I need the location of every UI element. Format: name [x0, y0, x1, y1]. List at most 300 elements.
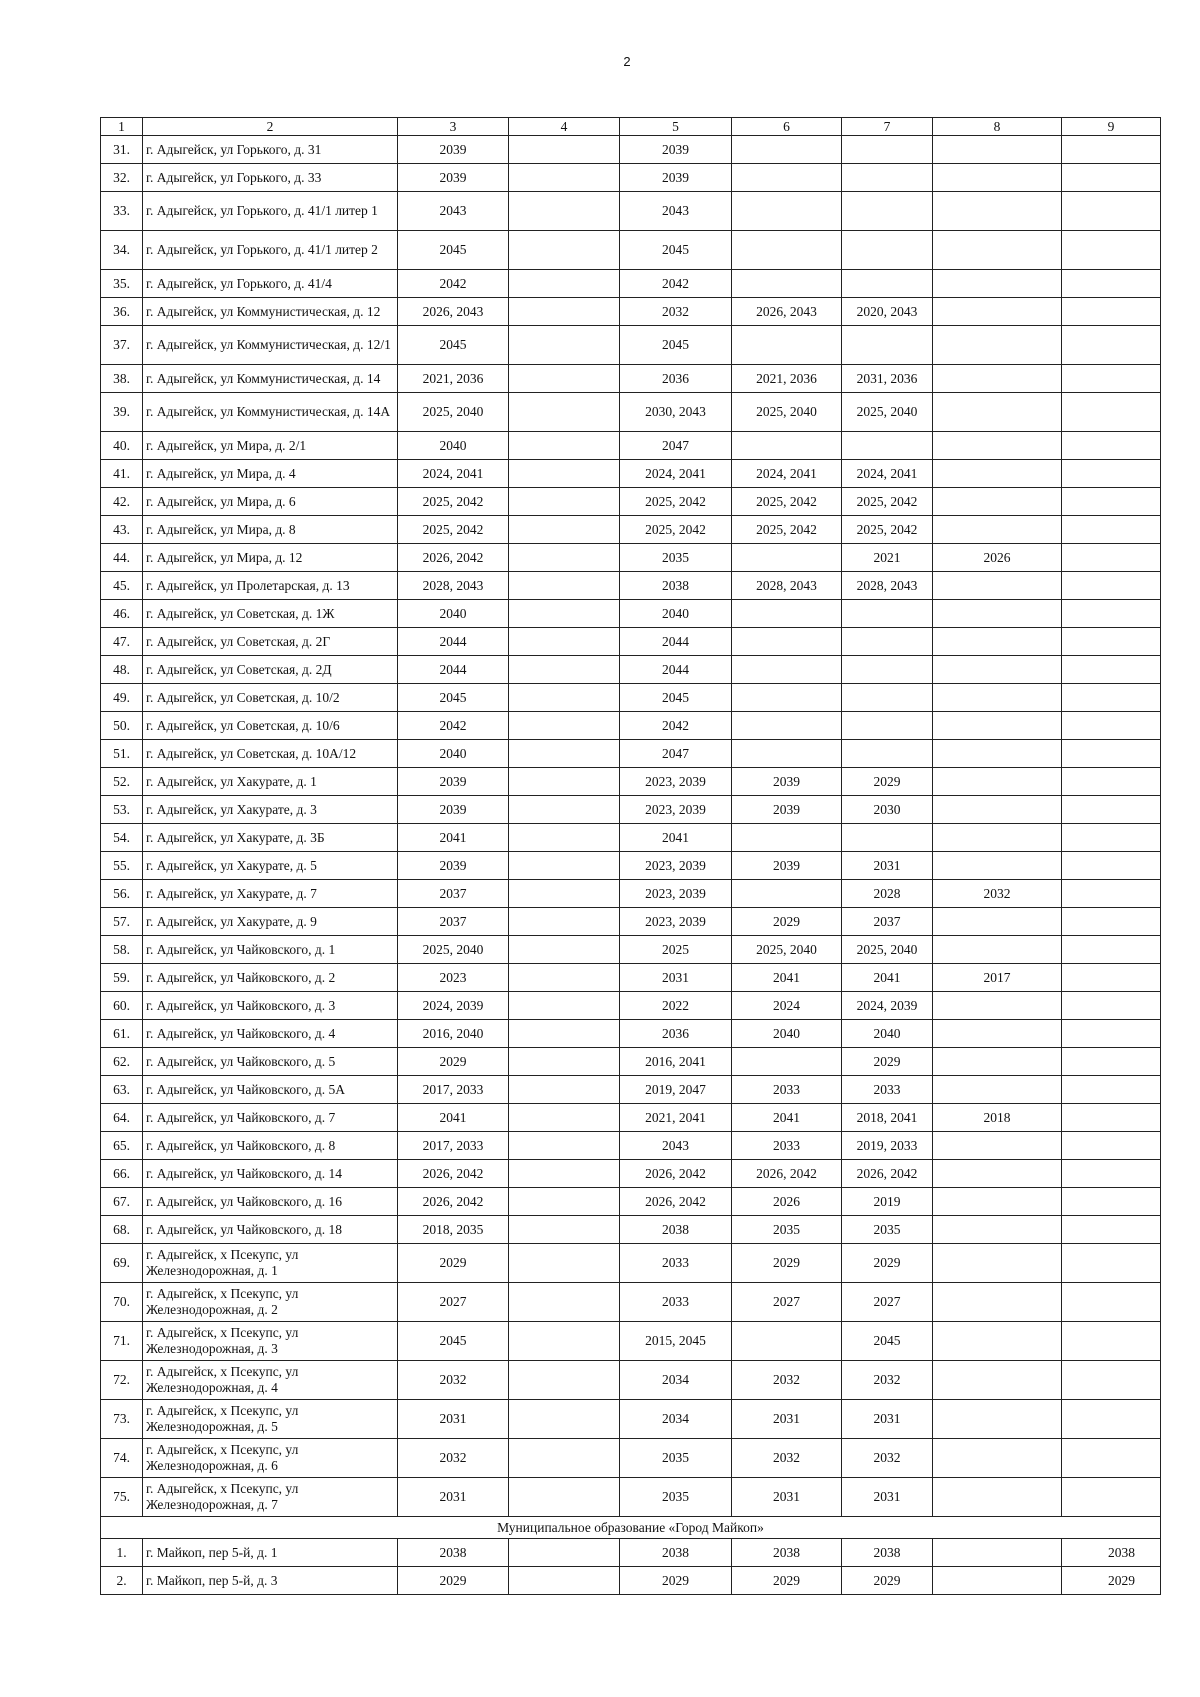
value-cell-c7	[842, 628, 933, 656]
table-row	[101, 600, 1161, 628]
value-cell-c5: 2047	[620, 432, 732, 460]
value-cell-c6: 2029	[732, 908, 842, 936]
value-cell-c9	[1062, 1048, 1161, 1076]
value-cell-c6: 2029	[732, 1567, 842, 1595]
value-cell-c3: 2039	[398, 164, 509, 192]
row-number: 58.	[101, 936, 143, 964]
value-cell-c3: 2043	[398, 192, 509, 231]
value-cell-c8	[933, 192, 1062, 231]
value-cell-c6	[732, 656, 842, 684]
row-number: 38.	[101, 365, 143, 393]
value-cell-c7: 2025, 2042	[842, 516, 933, 544]
row-number: 51.	[101, 740, 143, 768]
row-number: 73.	[101, 1400, 143, 1439]
address-cell: г. Адыгейск, ул Советская, д. 2Г	[143, 628, 398, 656]
value-cell-c6: 2032	[732, 1361, 842, 1400]
value-cell-c3: 2016, 2040	[398, 1020, 509, 1048]
value-cell-c4	[509, 1244, 620, 1283]
value-cell-c6	[732, 270, 842, 298]
value-cell-c6: 2039	[732, 796, 842, 824]
value-cell-c5: 2016, 2041	[620, 1048, 732, 1076]
value-cell-c6: 2040	[732, 1020, 842, 1048]
value-cell-c6: 2025, 2040	[732, 393, 842, 432]
value-cell-c6: 2026, 2042	[732, 1160, 842, 1188]
value-cell-c9	[1062, 824, 1161, 852]
value-cell-c7: 2031, 2036	[842, 365, 933, 393]
value-cell-c3: 2024, 2041	[398, 460, 509, 488]
value-cell-c7: 2029	[842, 1244, 933, 1283]
row-number: 34.	[101, 231, 143, 270]
value-cell-c8	[933, 516, 1062, 544]
table-row	[101, 298, 1161, 326]
value-cell-c8	[933, 1020, 1062, 1048]
value-cell-c8: 2032	[933, 880, 1062, 908]
value-cell-c8	[933, 393, 1062, 432]
value-cell-c8	[933, 768, 1062, 796]
value-cell-c6: 2026	[732, 1188, 842, 1216]
value-cell-c8	[933, 136, 1062, 164]
table-row	[101, 1478, 1161, 1517]
value-cell-c8	[933, 936, 1062, 964]
address-cell: г. Адыгейск, ул Мира, д. 8	[143, 516, 398, 544]
value-cell-c4	[509, 516, 620, 544]
value-cell-c9	[1062, 1132, 1161, 1160]
row-number: 64.	[101, 1104, 143, 1132]
value-cell-c8	[933, 1132, 1062, 1160]
value-cell-c6: 2038	[732, 1539, 842, 1567]
value-cell-c4	[509, 365, 620, 393]
value-cell-c4	[509, 488, 620, 516]
address-cell: г. Адыгейск, х Псекупс, ул Железнодорожная, д. 2	[143, 1283, 398, 1322]
row-number: 56.	[101, 880, 143, 908]
value-cell-c6	[732, 544, 842, 572]
value-cell-c9	[1062, 298, 1161, 326]
value-cell-c9	[1062, 768, 1161, 796]
value-cell-c9	[1062, 460, 1161, 488]
value-cell-c7: 2018, 2041	[842, 1104, 933, 1132]
value-cell-c7: 2020, 2043	[842, 298, 933, 326]
address-cell: г. Адыгейск, ул Мира, д. 2/1	[143, 432, 398, 460]
row-number: 44.	[101, 544, 143, 572]
value-cell-c7: 2019, 2033	[842, 1132, 933, 1160]
value-cell-c6: 2025, 2042	[732, 488, 842, 516]
row-number: 48.	[101, 656, 143, 684]
value-cell-c7: 2035	[842, 1216, 933, 1244]
value-cell-c3: 2031	[398, 1400, 509, 1439]
row-number: 55.	[101, 852, 143, 880]
value-cell-c4	[509, 740, 620, 768]
value-cell-c7	[842, 740, 933, 768]
value-cell-c3: 2023	[398, 964, 509, 992]
value-cell-c4	[509, 852, 620, 880]
table-row	[101, 572, 1161, 600]
address-cell: г. Адыгейск, ул Коммунистическая, д. 12	[143, 298, 398, 326]
value-cell-c7: 2031	[842, 1478, 933, 1517]
table-row	[101, 544, 1161, 572]
col-header-7: 7	[842, 118, 933, 136]
address-cell: г. Майкоп, пер 5-й, д. 1	[143, 1539, 398, 1567]
value-cell-c8	[933, 365, 1062, 393]
value-cell-c5: 2024, 2041	[620, 460, 732, 488]
col-header-5: 5	[620, 118, 732, 136]
value-cell-c5: 2035	[620, 1439, 732, 1478]
value-cell-c5: 2042	[620, 270, 732, 298]
value-cell-c7: 2025, 2040	[842, 393, 933, 432]
value-cell-c3: 2029	[398, 1048, 509, 1076]
value-cell-c9	[1062, 270, 1161, 298]
value-cell-c5: 2040	[620, 600, 732, 628]
table-row	[101, 516, 1161, 544]
row-number: 50.	[101, 712, 143, 740]
table-row	[101, 1132, 1161, 1160]
value-cell-c5: 2026, 2042	[620, 1160, 732, 1188]
value-cell-c8	[933, 824, 1062, 852]
address-cell: г. Адыгейск, ул Горького, д. 31	[143, 136, 398, 164]
address-cell: г. Адыгейск, ул Советская, д. 10А/12	[143, 740, 398, 768]
value-cell-c9	[1062, 796, 1161, 824]
value-cell-c6	[732, 136, 842, 164]
value-cell-c3: 2038	[398, 1539, 509, 1567]
value-cell-c5: 2033	[620, 1244, 732, 1283]
value-cell-c5: 2035	[620, 1478, 732, 1517]
address-cell: г. Адыгейск, ул Горького, д. 41/1 литер 2	[143, 231, 398, 270]
value-cell-c5: 2047	[620, 740, 732, 768]
address-cell: г. Адыгейск, ул Советская, д. 2Д	[143, 656, 398, 684]
register-table	[100, 117, 1161, 1595]
value-cell-c6	[732, 880, 842, 908]
value-cell-c3: 2037	[398, 880, 509, 908]
value-cell-c5: 2038	[620, 1539, 732, 1567]
value-cell-c9	[1062, 852, 1161, 880]
value-cell-c4	[509, 1132, 620, 1160]
row-number: 43.	[101, 516, 143, 544]
value-cell-c8	[933, 1216, 1062, 1244]
row-number: 36.	[101, 298, 143, 326]
address-cell: г. Адыгейск, х Псекупс, ул Железнодорожная, д. 1	[143, 1244, 398, 1283]
value-cell-c7	[842, 164, 933, 192]
row-number: 41.	[101, 460, 143, 488]
value-cell-c8	[933, 1188, 1062, 1216]
address-cell: г. Адыгейск, ул Чайковского, д. 4	[143, 1020, 398, 1048]
value-cell-c4	[509, 1539, 620, 1567]
value-cell-c6	[732, 192, 842, 231]
header-row	[101, 118, 1161, 136]
address-cell: г. Адыгейск, х Псекупс, ул Железнодорожная, д. 4	[143, 1361, 398, 1400]
value-cell-c6	[732, 432, 842, 460]
value-cell-c9	[1062, 964, 1161, 992]
value-cell-c6: 2031	[732, 1478, 842, 1517]
value-cell-c5: 2045	[620, 326, 732, 365]
value-cell-c8	[933, 164, 1062, 192]
value-cell-c3: 2042	[398, 712, 509, 740]
value-cell-c8	[933, 1283, 1062, 1322]
value-cell-c8	[933, 231, 1062, 270]
table-row	[101, 936, 1161, 964]
value-cell-c7: 2033	[842, 1076, 933, 1104]
value-cell-c9	[1062, 164, 1161, 192]
row-number: 2.	[101, 1567, 143, 1595]
value-cell-c9	[1062, 572, 1161, 600]
row-number: 75.	[101, 1478, 143, 1517]
address-cell: г. Адыгейск, ул Чайковского, д. 5	[143, 1048, 398, 1076]
value-cell-c9	[1062, 1020, 1161, 1048]
value-cell-c4	[509, 432, 620, 460]
value-cell-c4	[509, 326, 620, 365]
section-row	[101, 1517, 1161, 1539]
value-cell-c9	[1062, 231, 1161, 270]
row-number: 57.	[101, 908, 143, 936]
table-row	[101, 656, 1161, 684]
value-cell-c5: 2015, 2045	[620, 1322, 732, 1361]
value-cell-c7: 2031	[842, 1400, 933, 1439]
value-cell-c5: 2026, 2042	[620, 1188, 732, 1216]
value-cell-c8	[933, 1539, 1062, 1567]
address-cell: г. Адыгейск, ул Чайковского, д. 18	[143, 1216, 398, 1244]
value-cell-c8	[933, 684, 1062, 712]
col-header-1: 1	[101, 118, 143, 136]
value-cell-c5: 2025, 2042	[620, 516, 732, 544]
table-row	[101, 231, 1161, 270]
value-cell-c6: 2024, 2041	[732, 460, 842, 488]
value-cell-c8	[933, 1244, 1062, 1283]
value-cell-c7: 2037	[842, 908, 933, 936]
value-cell-c4	[509, 192, 620, 231]
address-cell: г. Адыгейск, ул Чайковского, д. 8	[143, 1132, 398, 1160]
value-cell-c8	[933, 852, 1062, 880]
value-cell-c6	[732, 164, 842, 192]
value-cell-c8	[933, 1361, 1062, 1400]
value-cell-c6: 2041	[732, 1104, 842, 1132]
value-cell-c8: 2026	[933, 544, 1062, 572]
value-cell-c5: 2038	[620, 1216, 732, 1244]
address-cell: г. Адыгейск, ул Хакурате, д. 3	[143, 796, 398, 824]
row-number: 59.	[101, 964, 143, 992]
value-cell-c8	[933, 1322, 1062, 1361]
address-cell: г. Адыгейск, ул Горького, д. 41/4	[143, 270, 398, 298]
value-cell-c6	[732, 1048, 842, 1076]
address-cell: г. Адыгейск, х Псекупс, ул Железнодорожная, д. 5	[143, 1400, 398, 1439]
value-cell-c6: 2027	[732, 1283, 842, 1322]
value-cell-c4	[509, 572, 620, 600]
table-row	[101, 1160, 1161, 1188]
value-cell-c6	[732, 326, 842, 365]
table-row	[101, 740, 1161, 768]
value-cell-c4	[509, 1439, 620, 1478]
value-cell-c5: 2036	[620, 365, 732, 393]
value-cell-c3: 2025, 2042	[398, 488, 509, 516]
value-cell-c6	[732, 712, 842, 740]
value-cell-c3: 2027	[398, 1283, 509, 1322]
table-row	[101, 768, 1161, 796]
value-cell-c4	[509, 1567, 620, 1595]
row-number: 39.	[101, 393, 143, 432]
value-cell-c6: 2029	[732, 1244, 842, 1283]
value-cell-c3: 2029	[398, 1567, 509, 1595]
col-header-4: 4	[509, 118, 620, 136]
value-cell-c9	[1062, 880, 1161, 908]
value-cell-c3: 2045	[398, 231, 509, 270]
value-cell-c7: 2030	[842, 796, 933, 824]
value-cell-c3: 2025, 2042	[398, 516, 509, 544]
value-cell-c6: 2031	[732, 1400, 842, 1439]
value-cell-c6: 2025, 2042	[732, 516, 842, 544]
table-row	[101, 1539, 1161, 1567]
value-cell-c9	[1062, 488, 1161, 516]
value-cell-c9	[1062, 1439, 1161, 1478]
value-cell-c9	[1062, 936, 1161, 964]
address-cell: г. Адыгейск, ул Чайковского, д. 1	[143, 936, 398, 964]
address-cell: г. Адыгейск, ул Чайковского, д. 14	[143, 1160, 398, 1188]
value-cell-c9	[1062, 600, 1161, 628]
value-cell-c8: 2018	[933, 1104, 1062, 1132]
value-cell-c7: 2024, 2039	[842, 992, 933, 1020]
value-cell-c5: 2035	[620, 544, 732, 572]
row-number: 42.	[101, 488, 143, 516]
value-cell-c5: 2042	[620, 712, 732, 740]
value-cell-c4	[509, 460, 620, 488]
value-cell-c5: 2023, 2039	[620, 796, 732, 824]
value-cell-c8	[933, 1400, 1062, 1439]
value-cell-c9	[1062, 1160, 1161, 1188]
table-row	[101, 628, 1161, 656]
value-cell-c9	[1062, 365, 1161, 393]
value-cell-c8	[933, 600, 1062, 628]
row-number: 49.	[101, 684, 143, 712]
value-cell-c6: 2035	[732, 1216, 842, 1244]
value-cell-c8	[933, 656, 1062, 684]
address-cell: г. Адыгейск, х Псекупс, ул Железнодорожная, д. 6	[143, 1439, 398, 1478]
value-cell-c6	[732, 824, 842, 852]
address-cell: г. Адыгейск, ул Коммунистическая, д. 14А	[143, 393, 398, 432]
value-cell-c7	[842, 326, 933, 365]
value-cell-c4	[509, 964, 620, 992]
table-row	[101, 1188, 1161, 1216]
value-cell-c7: 2029	[842, 1567, 933, 1595]
value-cell-c7: 2025, 2042	[842, 488, 933, 516]
value-cell-c6	[732, 1322, 842, 1361]
value-cell-c9	[1062, 192, 1161, 231]
row-number: 65.	[101, 1132, 143, 1160]
value-cell-c7	[842, 270, 933, 298]
value-cell-c3: 2039	[398, 796, 509, 824]
address-cell: г. Адыгейск, ул Мира, д. 12	[143, 544, 398, 572]
value-cell-c9	[1062, 136, 1161, 164]
value-cell-c4	[509, 1361, 620, 1400]
row-number: 52.	[101, 768, 143, 796]
value-cell-c7: 2040	[842, 1020, 933, 1048]
value-cell-c9	[1062, 326, 1161, 365]
value-cell-c8	[933, 326, 1062, 365]
address-cell: г. Адыгейск, ул Горького, д. 33	[143, 164, 398, 192]
value-cell-c4	[509, 270, 620, 298]
value-cell-c8	[933, 628, 1062, 656]
value-cell-c4	[509, 298, 620, 326]
value-cell-c5: 2023, 2039	[620, 908, 732, 936]
value-cell-c7: 2029	[842, 1048, 933, 1076]
value-cell-c5: 2025	[620, 936, 732, 964]
address-cell: г. Адыгейск, ул Советская, д. 10/2	[143, 684, 398, 712]
table-row	[101, 365, 1161, 393]
value-cell-c5: 2038	[620, 572, 732, 600]
col-header-3: 3	[398, 118, 509, 136]
value-cell-c5: 2045	[620, 684, 732, 712]
value-cell-c3: 2025, 2040	[398, 936, 509, 964]
value-cell-c8	[933, 1478, 1062, 1517]
value-cell-c7: 2038	[842, 1539, 933, 1567]
value-cell-c6: 2026, 2043	[732, 298, 842, 326]
value-cell-c3: 2044	[398, 628, 509, 656]
value-cell-c8	[933, 1160, 1062, 1188]
value-cell-c7: 2041	[842, 964, 933, 992]
value-cell-c3: 2021, 2036	[398, 365, 509, 393]
value-cell-c6: 2021, 2036	[732, 365, 842, 393]
table-row	[101, 880, 1161, 908]
value-cell-c5: 2036	[620, 1020, 732, 1048]
value-cell-c6	[732, 684, 842, 712]
value-cell-c9	[1062, 712, 1161, 740]
section-title: Муниципальное образование «Город Майкоп»	[101, 1517, 1161, 1539]
address-cell: г. Адыгейск, ул Советская, д. 1Ж	[143, 600, 398, 628]
value-cell-c9	[1062, 1216, 1161, 1244]
value-cell-c7	[842, 192, 933, 231]
value-cell-c4	[509, 880, 620, 908]
row-number: 32.	[101, 164, 143, 192]
value-cell-c9: 2029	[1062, 1567, 1161, 1595]
value-cell-c7	[842, 712, 933, 740]
value-cell-c8	[933, 270, 1062, 298]
value-cell-c4	[509, 1104, 620, 1132]
value-cell-c8	[933, 908, 1062, 936]
row-number: 69.	[101, 1244, 143, 1283]
value-cell-c9	[1062, 656, 1161, 684]
address-cell: г. Адыгейск, ул Коммунистическая, д. 12/1	[143, 326, 398, 365]
value-cell-c3: 2041	[398, 1104, 509, 1132]
value-cell-c9	[1062, 628, 1161, 656]
value-cell-c5: 2023, 2039	[620, 852, 732, 880]
value-cell-c4	[509, 656, 620, 684]
table-row	[101, 684, 1161, 712]
value-cell-c4	[509, 824, 620, 852]
table-row	[101, 164, 1161, 192]
row-number: 67.	[101, 1188, 143, 1216]
col-header-6: 6	[732, 118, 842, 136]
value-cell-c3: 2044	[398, 656, 509, 684]
row-number: 33.	[101, 192, 143, 231]
value-cell-c5: 2022	[620, 992, 732, 1020]
value-cell-c7: 2045	[842, 1322, 933, 1361]
value-cell-c4	[509, 908, 620, 936]
address-cell: г. Адыгейск, ул Хакурате, д. 7	[143, 880, 398, 908]
value-cell-c8	[933, 796, 1062, 824]
address-cell: г. Адыгейск, х Псекупс, ул Железнодорожная, д. 3	[143, 1322, 398, 1361]
address-cell: г. Адыгейск, ул Мира, д. 4	[143, 460, 398, 488]
value-cell-c6	[732, 231, 842, 270]
value-cell-c5: 2043	[620, 192, 732, 231]
value-cell-c5: 2034	[620, 1361, 732, 1400]
table-row	[101, 1361, 1161, 1400]
value-cell-c4	[509, 600, 620, 628]
value-cell-c8	[933, 712, 1062, 740]
value-cell-c9	[1062, 992, 1161, 1020]
value-cell-c8	[933, 460, 1062, 488]
value-cell-c9	[1062, 1478, 1161, 1517]
value-cell-c3: 2025, 2040	[398, 393, 509, 432]
value-cell-c4	[509, 1283, 620, 1322]
col-header-2: 2	[143, 118, 398, 136]
value-cell-c8	[933, 488, 1062, 516]
table-row	[101, 1048, 1161, 1076]
address-cell: г. Адыгейск, ул Чайковского, д. 2	[143, 964, 398, 992]
